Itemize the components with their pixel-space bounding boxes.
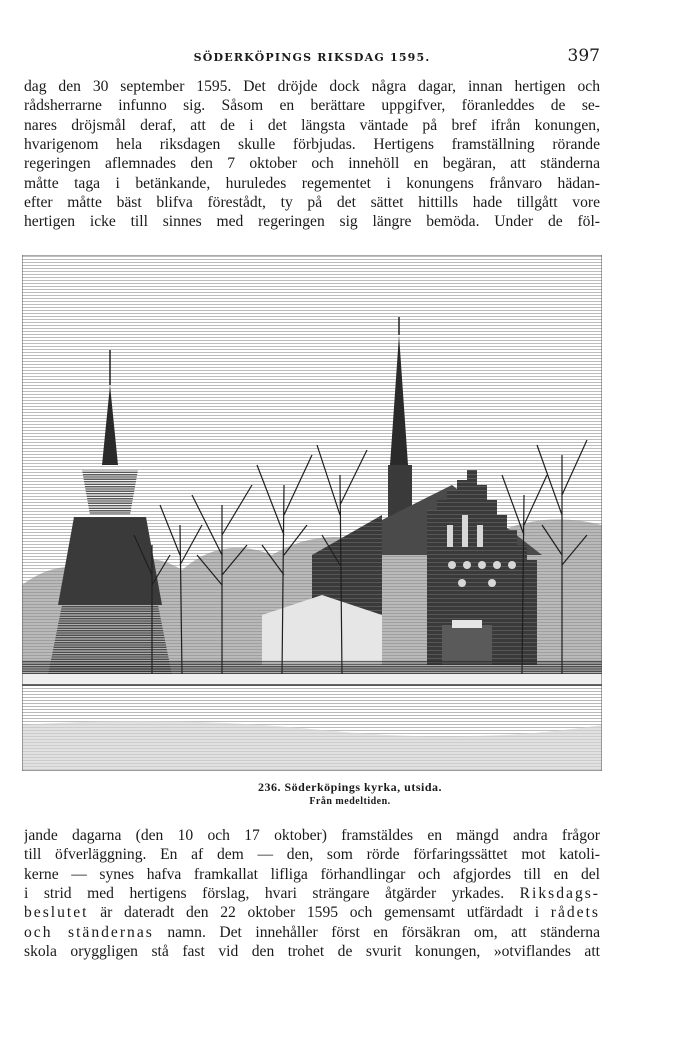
text-line: jande dagarna (den 10 och 17 oktober) framstäldes en mängd andra frågor xyxy=(24,827,600,844)
text-line xyxy=(24,884,600,903)
text-line xyxy=(24,903,600,922)
figure-number: 236. xyxy=(257,780,281,794)
text-segment: namn. Det innehåller först en försäkran om, att ständerna xyxy=(167,923,600,941)
figure-caption xyxy=(0,780,700,795)
spaced-term: Riksdags- xyxy=(519,885,600,903)
paragraph-bottom xyxy=(24,826,600,961)
text-line: hertigen icke till sinnes med regeringen sig längre bemöda. Under de föl- xyxy=(24,213,600,231)
text-line: regeringen aflemnades den 7 oktober och innehöll en begäran, att ständerna xyxy=(24,155,600,173)
figure-subcaption: Från medeltiden. xyxy=(309,796,391,807)
page-number: 397 xyxy=(567,46,600,66)
text-line xyxy=(24,923,600,942)
spaced-term: rådets xyxy=(550,904,600,922)
text-line: nares dröjsmål deraf, att de i det längsta väntade på bref ifrån konungen, xyxy=(24,116,600,134)
page-header xyxy=(24,46,600,72)
text-line: hvarigenom hela riksdagen skulle förbjudas. Hertigens framställning rörande xyxy=(24,136,600,154)
text-segment: i strid med hertigens förslag, hvari strängare åtgärder yrkades. xyxy=(24,885,505,903)
spaced-term: och ständernas xyxy=(24,923,154,941)
text-line: skola oryggligen stå fast vid den trohet de svurit konungen, »otviflandes att xyxy=(24,943,600,961)
figure-title: Söderköpings kyrka, utsida. xyxy=(284,780,443,794)
text-line: rådsherrarne infunno sig. Såsom en berättare uppgifver, föranleddes de se- xyxy=(24,97,600,115)
church-engraving xyxy=(22,255,602,771)
text-line: måtte taga i betänkande, huruledes regementet i konungens frånvaro hädan- xyxy=(24,174,600,192)
paragraph-top xyxy=(24,77,600,232)
text-line: efter måtte bäst blifva förestådt, ty på det sättet hittills hade tillgått vore xyxy=(24,194,600,212)
text-segment: är dateradt den 22 oktober 1595 och gemensamt utfärdadt i xyxy=(100,904,540,922)
running-title: SÖDERKÖPINGS RIKSDAG 1595. xyxy=(193,51,431,64)
text-line: kerne — synes hafva framkallat lifliga förhandlingar och afgjordes till en del xyxy=(24,865,600,883)
text-line: till öfverläggning. En af dem — den, som rörde förfaringssättet mot katoli- xyxy=(24,846,600,864)
spaced-term: beslutet xyxy=(24,904,89,922)
text-line: dag den 30 september 1595. Det dröjde dock några dagar, innan hertigen och xyxy=(24,78,600,95)
